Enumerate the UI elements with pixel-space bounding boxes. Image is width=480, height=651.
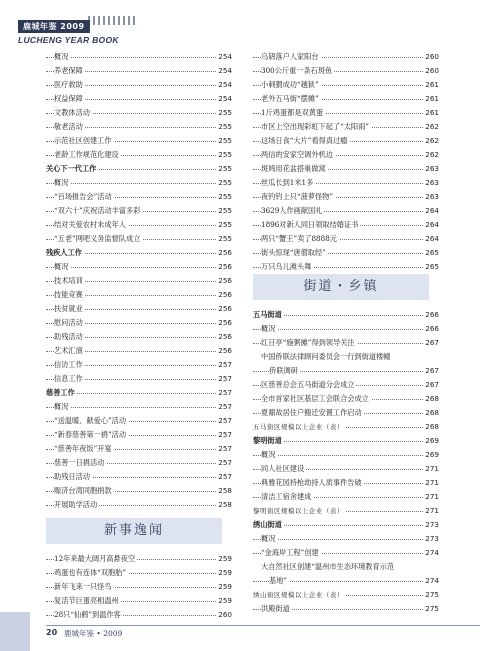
toc-entry: [46, 176, 232, 190]
toc-section-entry: [46, 386, 232, 400]
toc-entry: [253, 120, 439, 134]
toc-entry-page: 254: [216, 78, 232, 92]
toc-entry-title: 同人社区建设: [261, 462, 306, 476]
toc-entry-title: “慈善年夜饭”开宴: [54, 442, 114, 456]
toc-entry-title: 1896对新人同日领取结婚证书: [261, 218, 360, 232]
toc-entry-page: 255: [216, 120, 232, 134]
toc-entry-page: 254: [216, 92, 232, 106]
toc-entry-title: 洪殿街道: [261, 602, 292, 616]
toc-entry: [253, 574, 439, 588]
section-banner-news: 新事逸闻: [46, 518, 222, 544]
toc-entry: [253, 176, 439, 190]
toc-entry-title: 鸡蛋也有连体“双胞胎”: [54, 566, 128, 580]
toc-entry-page: 261: [423, 106, 439, 120]
toc-entry-title: 绣山街区规模以上企业（表）: [253, 588, 346, 602]
toc-entry-title: 黎明街区规模以上企业（表）: [253, 504, 346, 518]
toc-entry-page: 268: [423, 392, 439, 406]
toc-entry-page: 255: [216, 162, 232, 176]
toc-entry-page: 255: [216, 134, 232, 148]
toc-entry-page: 256: [216, 274, 232, 288]
toc-entry-page: 260: [423, 50, 439, 64]
toc-entry-page: 255: [216, 204, 232, 218]
toc-entry-page: 257: [216, 470, 232, 484]
toc-entry-page: 263: [423, 176, 439, 190]
toc-entry-title: 夜钓钓上只“菠萝怪物”: [261, 190, 335, 204]
toc-entry: [46, 148, 232, 162]
toc-entry: [253, 364, 439, 378]
toc-entry-page: 255: [216, 106, 232, 120]
page-footer: [0, 622, 480, 651]
toc-entry-page: 275: [423, 602, 439, 616]
toc-entry: [253, 532, 439, 546]
toc-entry-page: 256: [216, 260, 232, 274]
footer-rule: [46, 625, 480, 626]
toc-entry-page: 254: [216, 50, 232, 64]
toc-entry-title: 复活节巨蛋亮相温州: [54, 594, 121, 608]
toc-entry-title: 技能竞赛: [54, 288, 85, 302]
toc-entry-title: “新春慈善第一捐”活动: [54, 428, 128, 442]
toc-entry-title: “五老”网吧义务监督队成立: [54, 232, 142, 246]
toc-entry: [46, 204, 232, 218]
toc-entry-page: 259: [216, 594, 232, 608]
toc-entry: [253, 420, 439, 434]
page-header: [18, 14, 148, 45]
toc-entry-title: 助残日活动: [54, 470, 92, 484]
toc-entry: [253, 322, 439, 336]
toc-entry-page: 269: [423, 448, 439, 462]
toc-entry-title: 两信的安家空调外机边: [261, 148, 335, 162]
footer-page-number: 20: [46, 628, 58, 637]
toc-entry: [46, 580, 232, 594]
toc-entry: [46, 566, 232, 580]
toc-entry-title: 乌鸫落户人家阳台: [261, 50, 321, 64]
toc-right-bottom-list: [253, 308, 439, 616]
toc-entry: [253, 462, 439, 476]
toc-entry-title: 文教体活动: [54, 106, 92, 120]
toc-entry-title: 中国侨联法律顾问委员会一行到街道楼幢: [261, 350, 392, 364]
toc-entry-title: 扶贫就业: [54, 302, 85, 316]
section-banner-streets: 街道・乡镇: [253, 274, 429, 300]
toc-entry-title: 概况: [54, 400, 70, 414]
toc-entry: [46, 358, 232, 372]
toc-entry-page: 273: [423, 518, 439, 532]
toc-entry: [253, 92, 439, 106]
toc-entry-page: 274: [423, 546, 439, 560]
toc-entry: [46, 428, 232, 442]
toc-entry: [253, 476, 439, 490]
toc-entry-page: 257: [216, 372, 232, 386]
toc-entry-page: 271: [423, 476, 439, 490]
dot-leader: [46, 57, 232, 58]
toc-entry-page: 258: [216, 484, 232, 498]
toc-entry-page: 271: [423, 504, 439, 518]
toc-entry-page: 263: [423, 190, 439, 204]
toc-entry: [46, 442, 232, 456]
toc-entry-title: 老外五马街“摆摊”: [261, 92, 321, 106]
toc-entry: [46, 260, 232, 274]
toc-entry-page: 257: [216, 428, 232, 442]
toc-entry-page: 255: [216, 148, 232, 162]
toc-entry-title: 街头惊现“唐僧取经”: [261, 246, 328, 260]
toc-entry-page: 267: [423, 378, 439, 392]
toc-entry-title: 结对关爱农村未成年人: [54, 218, 128, 232]
toc-entry: [46, 50, 232, 64]
toc-entry-title: 老龄工作规范化建设: [54, 148, 121, 162]
toc-entry: [253, 392, 439, 406]
toc-entry-page: 261: [423, 78, 439, 92]
toc-entry: [46, 484, 232, 498]
toc-entry-title: 医疗救助: [54, 78, 85, 92]
toc-entry-title: 12年来最大阔月高悬夜空: [54, 552, 137, 566]
toc-entry: [46, 232, 232, 246]
toc-entry-page: 269: [423, 434, 439, 448]
toc-entry-title: 慰问活动: [54, 316, 85, 330]
toc-entry: [253, 560, 439, 574]
toc-entry: [46, 456, 232, 470]
toc-entry-title: 慈善工作: [46, 386, 77, 400]
toc-entry-title: 28只“仙鹤”到温作客: [54, 608, 123, 622]
toc-entry-page: 268: [423, 420, 439, 434]
toc-entry: [253, 134, 439, 148]
toc-right-bottom: [253, 308, 439, 616]
toc-entry: [253, 406, 439, 420]
toc-entry-page: 257: [216, 358, 232, 372]
toc-section-entry: [253, 518, 439, 532]
toc-entry: [46, 344, 232, 358]
toc-entry: [253, 78, 439, 92]
toc-entry-title: “金海岸工程”创建: [261, 546, 321, 560]
toc-section-entry: [253, 434, 439, 448]
header-title: 鹿城年鉴 2009: [18, 20, 90, 33]
toc-entry-title: 基地”: [269, 574, 289, 588]
toc-entry-title: 丝瓜长到1米1多: [261, 176, 315, 190]
dot-leader: [46, 183, 232, 184]
toc-entry-page: 256: [216, 316, 232, 330]
toc-entry-title: “双六十”庆祝活动丰富多彩: [54, 204, 142, 218]
toc-entry-title: 关心下一代工作: [46, 162, 98, 176]
toc-entry-title: 残疾人工作: [46, 246, 84, 260]
toc-entry: [46, 372, 232, 386]
toc-entry-title: 绣山街道: [253, 518, 284, 532]
toc-entry: [253, 336, 439, 350]
toc-entry-page: 271: [423, 462, 439, 476]
toc-entry-page: 259: [216, 552, 232, 566]
toc-entry: [253, 504, 439, 518]
toc-entry-page: 260: [423, 64, 439, 78]
dot-leader: [46, 267, 232, 268]
toc-entry-page: 255: [216, 190, 232, 204]
toc-entry: [253, 378, 439, 392]
toc-entry-title: 艺术汇演: [54, 344, 85, 358]
toc-entry-title: 斑鸠用花盆搭巢做窝: [261, 162, 328, 176]
toc-section-entry: [253, 308, 439, 322]
toc-entry: [253, 246, 439, 260]
toc-entry-title: 新年飞来一只怪鸟: [54, 580, 114, 594]
toc-entry-title: 全市首家社区基层工会联合会成立: [261, 392, 371, 406]
toc-entry: [253, 260, 439, 274]
toc-entry-page: 255: [216, 218, 232, 232]
toc-entry: [46, 400, 232, 414]
toc-entry-page: 271: [423, 490, 439, 504]
dot-leader: [46, 407, 232, 408]
toc-entry: [46, 552, 232, 566]
dot-leader: [253, 539, 439, 540]
header-decoration: [88, 16, 138, 25]
toc-entry-title: 慈善一日捐活动: [54, 456, 106, 470]
dot-leader: [253, 455, 439, 456]
toc-entry-title: 权益保障: [54, 92, 85, 106]
toc-entry-page: 262: [423, 148, 439, 162]
toc-entry: [253, 64, 439, 78]
toc-entry: [253, 162, 439, 176]
toc-entry-page: 273: [423, 532, 439, 546]
toc-entry-title: 万只乌儿滩头舞: [261, 260, 313, 274]
toc-entry-title: 敬老活动: [54, 120, 85, 134]
toc-entry-page: 256: [216, 302, 232, 316]
toc-entry: [46, 316, 232, 330]
toc-entry: [46, 106, 232, 120]
toc-entry-title: 大自然社区创建“温州市生态环境教育示范: [261, 560, 396, 574]
toc-entry-page: 263: [423, 162, 439, 176]
toc-entry-page: 256: [216, 344, 232, 358]
toc-entry: [46, 470, 232, 484]
toc-entry-page: 257: [216, 414, 232, 428]
toc-entry-title: 1斤鸡蛋都是双黄蛋: [261, 106, 325, 120]
toc-entry-title: 黎明街道: [253, 434, 284, 448]
toc-entry-title: 清洁工宿舍建成: [261, 490, 313, 504]
toc-entry-title: 养老保障: [54, 64, 85, 78]
toc-entry-title: 小刺猬成功“越狱”: [261, 78, 321, 92]
toc-entry-page: 267: [423, 364, 439, 378]
toc-entry-page: 260: [216, 608, 232, 622]
toc-entry-page: 259: [216, 580, 232, 594]
toc-entry-title: 典雅花园持枪劫持人质事件告破: [261, 476, 364, 490]
toc-entry: [46, 190, 232, 204]
toc-entry-page: 266: [423, 322, 439, 336]
footer-book-title: 鹿城年鉴 • 2009: [64, 629, 123, 638]
toc-entry: [253, 602, 439, 616]
toc-entry-title: 助残活动: [54, 330, 85, 344]
toc-entry: [46, 594, 232, 608]
toc-entry: [253, 190, 439, 204]
toc-entry: [46, 274, 232, 288]
toc-entry: [46, 498, 232, 512]
toc-entry-page: 265: [423, 246, 439, 260]
toc-entry-title: 概况: [54, 260, 70, 274]
toc-entry-title: 概况: [54, 50, 70, 64]
toc-entry-title: 夏鼐故居住户搬迁安置工作启动: [261, 406, 364, 420]
toc-entry-title: 红日亭“施粥摊”得到领导关注: [261, 336, 357, 350]
toc-entry-title: 侨联调研: [269, 364, 300, 378]
toc-entry: [253, 546, 439, 560]
toc-entry-title: 技术培训: [54, 274, 85, 288]
toc-entry-page: 265: [423, 260, 439, 274]
toc-entry: [46, 608, 232, 622]
toc-entry-title: 3629人作画献国礼: [261, 204, 324, 218]
toc-entry-page: 262: [423, 134, 439, 148]
toc-entry-page: 257: [216, 386, 232, 400]
toc-entry-title: 市区上空出现彩虹下起了“太阳雨”: [261, 120, 371, 134]
toc-entry: [253, 232, 439, 246]
toc-entry-title: “百场报告会”活动: [54, 190, 114, 204]
toc-entry-title: 示范社区创建工作: [54, 134, 114, 148]
toc-entry-page: 266: [423, 308, 439, 322]
toc-entry-title: 概况: [54, 176, 70, 190]
toc-entry: [46, 78, 232, 92]
toc-entry-title: 开展助学活动: [54, 498, 99, 512]
toc-entry-title: 两只“蟹王”卖了8888元: [261, 232, 339, 246]
toc-entry-title: 概况: [261, 532, 277, 546]
toc-entry-page: 256: [216, 330, 232, 344]
toc-entry: [253, 588, 439, 602]
toc-entry-page: 275: [423, 588, 439, 602]
toc-entry: [46, 414, 232, 428]
toc-entry: [46, 134, 232, 148]
toc-entry-page: 264: [423, 232, 439, 246]
toc-entry-page: 255: [216, 176, 232, 190]
toc-entry-title: 概况: [261, 322, 277, 336]
toc-entry: [253, 50, 439, 64]
toc-entry-title: 五马街区规模以上企业（表）: [253, 420, 346, 434]
toc-entry: [253, 204, 439, 218]
toc-left-bottom-list: [46, 552, 232, 622]
toc-entry-page: 267: [423, 336, 439, 350]
toc-left-top-list: [46, 50, 232, 512]
toc-entry-page: 268: [423, 406, 439, 420]
toc-entry-title: 300公斤重一条石斑鱼: [261, 64, 334, 78]
toc-entry-title: 概况: [261, 448, 277, 462]
toc-entry: [46, 330, 232, 344]
toc-entry-page: 257: [216, 442, 232, 456]
toc-entry-page: 257: [216, 400, 232, 414]
toc-entry-title: 信息工作: [54, 372, 85, 386]
toc-entry: [46, 120, 232, 134]
toc-entry: [253, 106, 439, 120]
toc-entry: [46, 92, 232, 106]
toc-left-bottom: [46, 552, 232, 622]
toc-entry-page: 261: [423, 92, 439, 106]
toc-entry: [253, 490, 439, 504]
toc-entry-title: “送温暖、献爱心”活动: [54, 414, 128, 428]
toc-entry: [46, 302, 232, 316]
toc-entry-page: 264: [423, 218, 439, 232]
toc-entry-page: 258: [216, 498, 232, 512]
toc-entry-title: 信访工作: [54, 358, 85, 372]
toc-entry-page: 262: [423, 120, 439, 134]
header-subtitle: LUCHENG YEAR BOOK: [18, 35, 119, 45]
toc-section-entry: [46, 162, 232, 176]
toc-entry: [46, 64, 232, 78]
toc-entry-page: 274: [423, 574, 439, 588]
toc-entry: [253, 448, 439, 462]
toc-entry-page: 254: [216, 64, 232, 78]
toc-entry-title: 赈济台湾同胞捐款: [54, 484, 114, 498]
toc-entry-title: 五马街道: [253, 308, 284, 322]
toc-entry-page: 255: [216, 232, 232, 246]
toc-right-top-list: [253, 50, 439, 274]
toc-entry: [253, 350, 439, 364]
toc-left-column: [46, 50, 232, 512]
toc-entry-title: 区慈善总会五马街道分会成立: [261, 378, 356, 392]
toc-entry-page: 257: [216, 456, 232, 470]
toc-entry-page: 256: [216, 246, 232, 260]
toc-entry-page: 256: [216, 288, 232, 302]
toc-entry-title: 这场日食“大片”看得真过瘾: [261, 134, 349, 148]
dot-leader: [253, 329, 439, 330]
toc-entry: [46, 218, 232, 232]
toc-right-column: [253, 50, 439, 274]
toc-entry: [253, 148, 439, 162]
toc-entry-page: 264: [423, 204, 439, 218]
toc-entry: [253, 218, 439, 232]
toc-section-entry: [46, 246, 232, 260]
toc-entry-page: 259: [216, 566, 232, 580]
toc-entry: [46, 288, 232, 302]
